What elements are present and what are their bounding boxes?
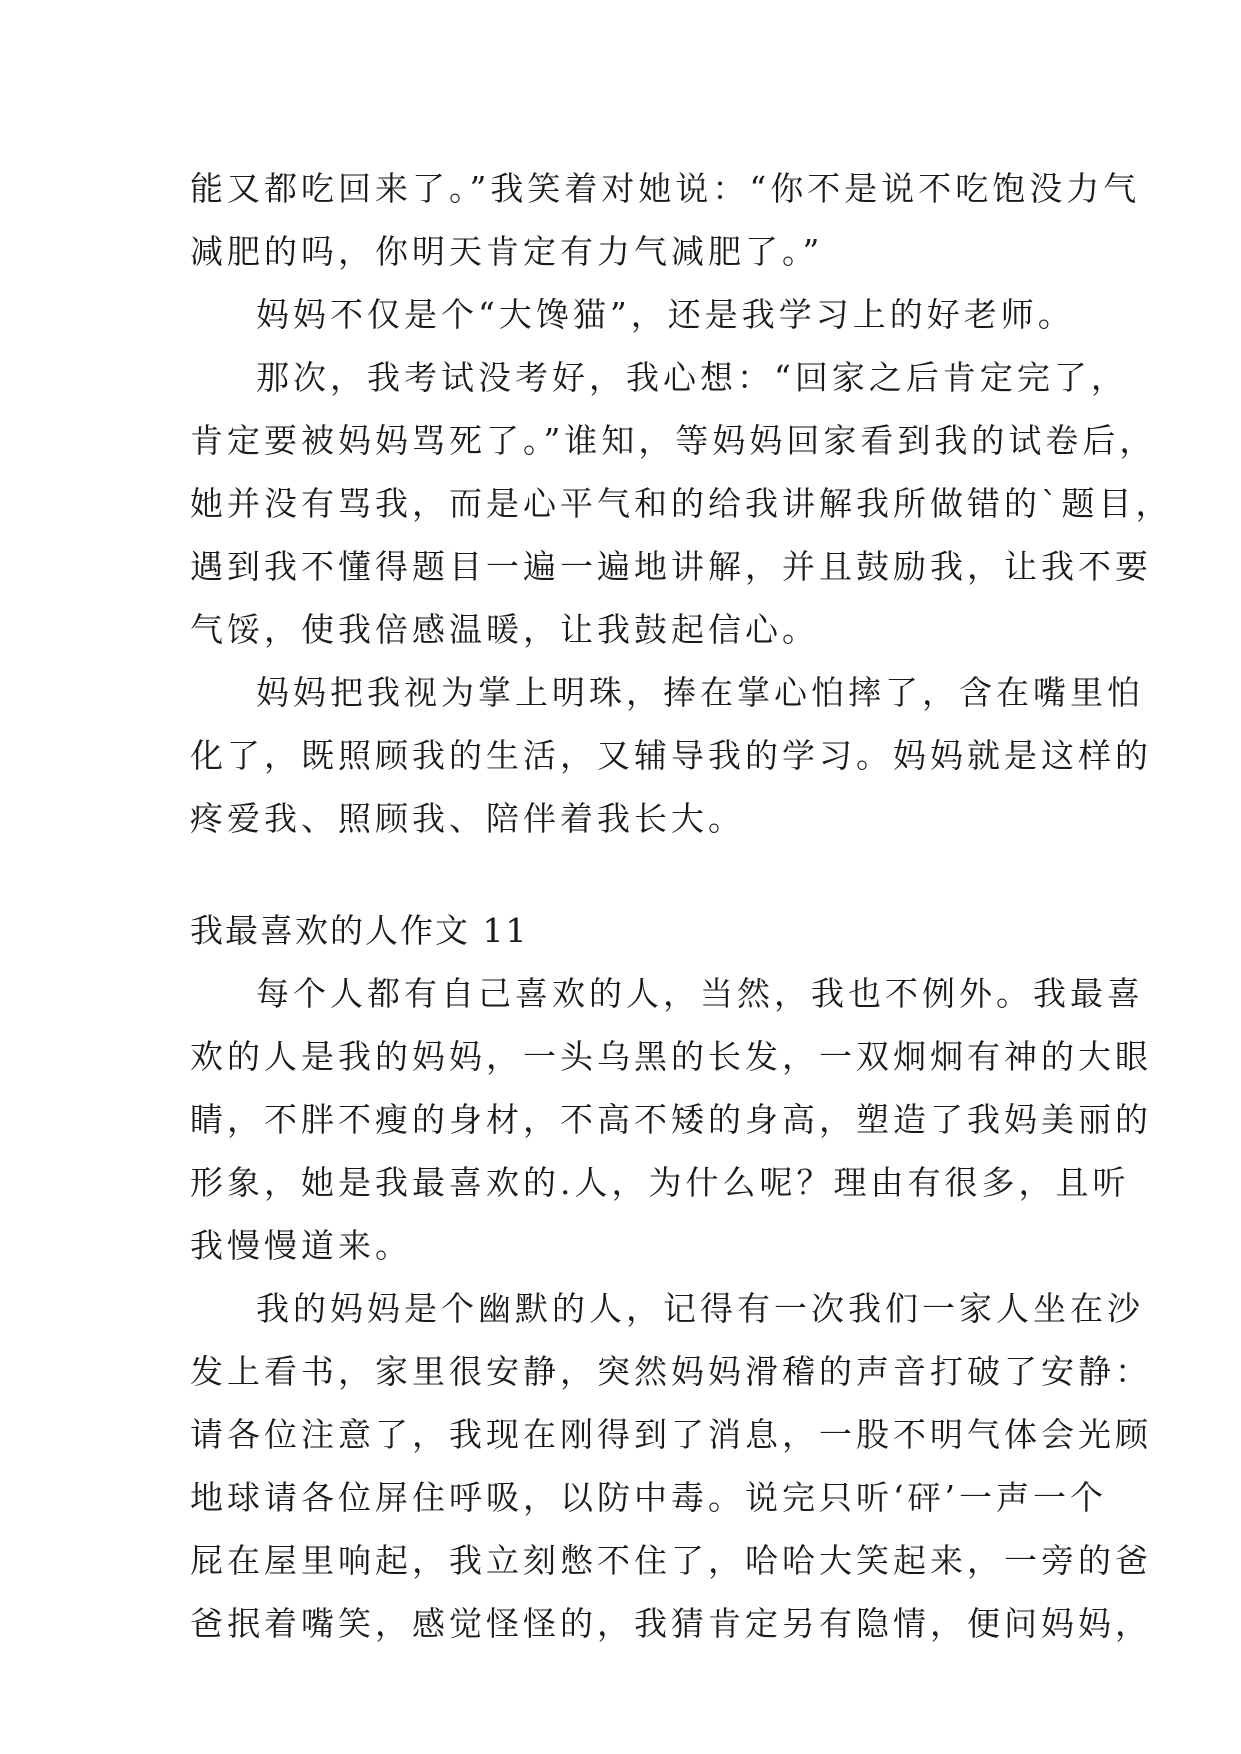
text-line: 我慢慢道来。 xyxy=(190,1226,412,1265)
text-line: 减肥的吗，你明天肯定有力气减肥了。” xyxy=(190,232,824,271)
text-line: 化了，既照顾我的生活，又辅导我的学习。妈妈就是这样的 xyxy=(190,736,1152,775)
text-line: 欢的人是我的妈妈，一头乌黑的长发，一双炯炯有神的大眼 xyxy=(190,1037,1152,1076)
text-line: 疼爱我、照顾我、陪伴着我长大。 xyxy=(190,799,745,838)
text-line: 肯定要被妈妈骂死了。”谁知，等妈妈回家看到我的试卷后， xyxy=(190,421,1157,460)
text-line: 我的妈妈是个幽默的人，记得有一次我们一家人坐在沙 xyxy=(256,1289,1144,1328)
section-gap xyxy=(190,850,1060,899)
text-line: 屁在屋里响起，我立刻憋不住了，哈哈大笑起来，一旁的爸 xyxy=(190,1541,1152,1580)
text-line: 能又都吃回来了。”我笑着对她说：“你不是说不吃饱没力气 xyxy=(190,169,1141,208)
text-line: 妈妈不仅是个“大馋猫”，还是我学习上的好老师。 xyxy=(256,295,1075,334)
paragraph xyxy=(190,962,1152,1277)
paragraph xyxy=(190,283,1075,346)
text-line: 每个人都有自己喜欢的人，当然，我也不例外。我最喜 xyxy=(256,974,1144,1013)
text-line: 那次，我考试没考好，我心想：“回家之后肯定完了， xyxy=(256,358,1128,397)
text-line: 发上看书，家里很安静，突然妈妈滑稽的声音打破了安静： xyxy=(190,1352,1152,1391)
text-line: 请各位注意了，我现在刚得到了消息，一股不明气体会光顾 xyxy=(190,1415,1152,1454)
paragraph xyxy=(190,346,1173,661)
text-line: 她并没有骂我，而是心平气和的给我讲解我所做错的`题目， xyxy=(190,484,1173,523)
text-line: 气馁，使我倍感温暖，让我鼓起信心。 xyxy=(190,610,819,649)
paragraph xyxy=(190,1277,1152,1655)
text-line: 地球请各位屏住呼吸，以防中毒。说完只听‘砰’一声一个 xyxy=(190,1478,1107,1517)
text-line: 睛，不胖不瘦的身材，不高不矮的身高，塑造了我妈美丽的 xyxy=(190,1100,1152,1139)
paragraph xyxy=(190,157,1141,283)
section-title: 我最喜欢的人作文 11 xyxy=(190,911,529,950)
text-line: 爸抿着嘴笑，感觉怪怪的，我猜肯定另有隐情，便问妈妈， xyxy=(190,1604,1152,1643)
document-body xyxy=(190,157,1173,1655)
text-line: 妈妈把我视为掌上明珠，捧在掌心怕摔了，含在嘴里怕 xyxy=(256,673,1144,712)
paragraph xyxy=(190,661,1152,850)
text-line: 遇到我不懂得题目一遍一遍地讲解，并且鼓励我，让我不要 xyxy=(190,547,1152,586)
text-line: 形象，她是我最喜欢的.人，为什么呢？理由有很多，且听 xyxy=(190,1163,1130,1202)
